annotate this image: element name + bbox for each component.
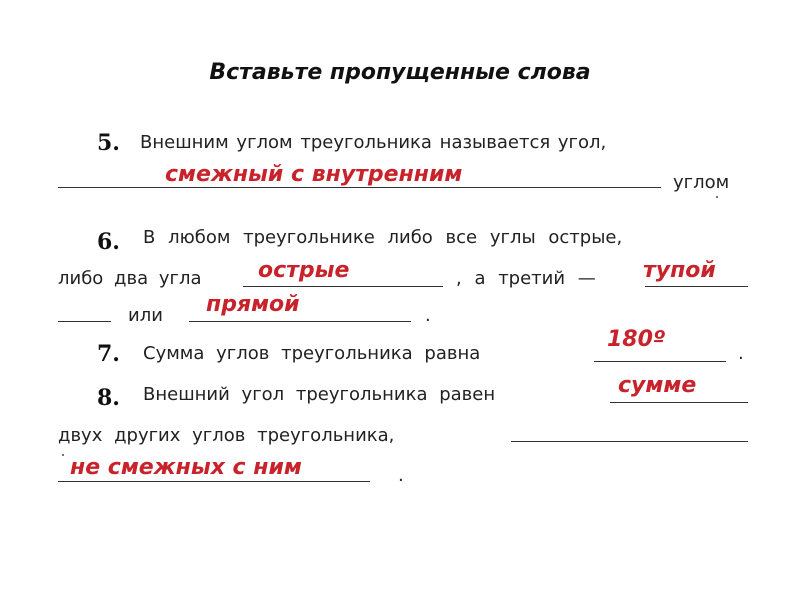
item-6-blank-1 [243, 286, 443, 287]
item-5-line2-end: углом [673, 172, 730, 193]
item-5-blank [58, 187, 661, 188]
speck-mark [62, 454, 64, 456]
item-7-number: 7. [97, 341, 120, 367]
item-6-blank-3 [189, 321, 411, 322]
speck-mark [716, 196, 718, 198]
item-8-answer-2: не смежных с ним [70, 455, 302, 480]
item-8-line3-end: . [398, 465, 404, 486]
item-8-line1: Внешний угол треугольника равен [143, 384, 496, 405]
item-6-line3-end: . [425, 305, 431, 326]
item-7-line1: Сумма углов треугольника равна [143, 343, 481, 364]
item-6-answer-1: острые [258, 258, 350, 283]
item-5-line1: Внешним углом треугольника называется угол, [140, 132, 607, 153]
item-8-line2: двух других углов треугольника, [58, 425, 395, 446]
item-6-line2-start: либо два угла [58, 268, 202, 289]
item-8-number: 8. [97, 385, 120, 411]
item-6-answer-2: тупой [643, 258, 716, 283]
item-6-line2-middle: , а третий — [456, 268, 596, 289]
item-6-line1: В любом треугольнике либо все углы острые, [143, 227, 623, 248]
item-7-answer: 180º [607, 327, 666, 352]
item-8-answer-1: сумме [618, 373, 697, 398]
item-5-number: 5. [97, 130, 120, 156]
item-5-answer: смежный с внутренним [165, 162, 463, 187]
item-6-blank-2-cont [58, 321, 111, 322]
item-8-blank-2-cont [58, 481, 370, 482]
item-6-line3-word: или [128, 305, 163, 326]
worksheet-title: Вставьте пропущенные слова [209, 60, 591, 85]
item-8-blank-1 [610, 402, 748, 403]
item-7-blank [594, 361, 726, 362]
item-7-line1-end: . [738, 343, 744, 364]
item-6-number: 6. [97, 229, 120, 255]
item-6-answer-3: прямой [206, 292, 300, 317]
item-6-blank-2 [645, 286, 748, 287]
item-8-blank-2 [511, 441, 748, 442]
